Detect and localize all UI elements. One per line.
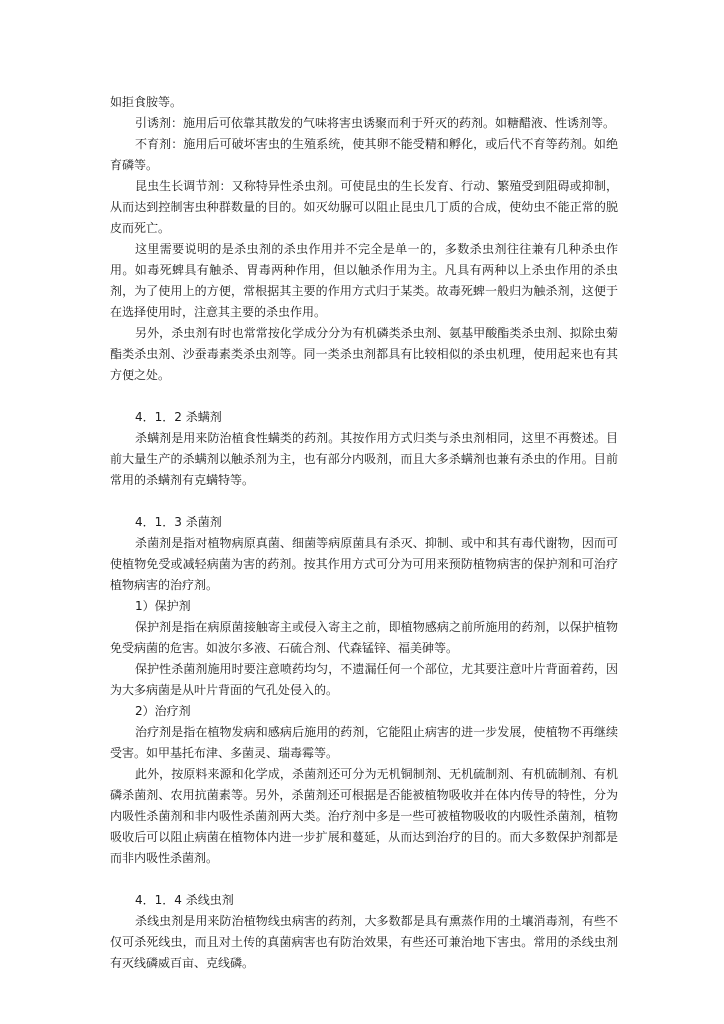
paragraph-acaricide: 杀螨剂是用来防治植食性螨类的药剂。其按作用方式归类与杀虫剂相同，这里不再赘述。目前大量生产的杀螨剂以触杀剂为主，也有部分内吸剂，而且大多杀螨剂也兼有杀虫的作用。目前常用的杀螨剂有克螨特等。 xyxy=(110,431,618,487)
section-heading-fungicide: 4．1．3 杀菌剂 xyxy=(135,515,222,529)
paragraph-multiple-actions: 这里需要说明的是杀虫剂的杀虫作用并不完全是单一的，多数杀虫剂往往兼有几种杀虫作用。如毒死蜱具有触杀、胃毒两种作用，但以触杀作用为主。凡具有两种以上杀虫作用的杀虫剂，为了使用上的方便，常根据其主要的作用方式归于某类。故毒死蜱一般归为触杀剂，这便于在选择使用时，注意其主要的杀虫作用。 xyxy=(110,242,618,319)
paragraph-fungicide: 杀菌剂是指对植物病原真菌、细菌等病原菌具有杀灭、抑制、或中和其有毒代谢物，因而可使植物免受或减轻病菌为害的药剂。按其作用方式可分为可用来预防植物病害的保护剂和可治疗植物病害的治疗剂。 xyxy=(110,536,618,592)
section-heading-acaricide: 4．1．2 杀螨剂 xyxy=(135,410,222,424)
paragraph-attractant: 引诱剂：施用后可依靠其散发的气味将害虫诱聚而利于歼灭的药剂。如糖醋液、性诱剂等。 xyxy=(135,116,616,130)
subheading-protectant: 1）保护剂 xyxy=(135,599,191,613)
paragraph-nematicide: 杀线虫剂是用来防治植物线虫病害的药剂，大多数都是具有熏蒸作用的土壤消毒剂，有些不仅可杀死线虫，而且对土传的真菌病害也有防治效果，有些还可兼治地下害虫。常用的杀线虫剂有灭线磷威百亩、克线磷。 xyxy=(110,914,618,970)
paragraph-protectant: 保护剂是指在病原菌接触寄主或侵入寄主之前，即植物感病之前所施用的药剂，以保护植物免受病菌的危害。如波尔多液、石硫合剂、代森锰锌、福美砷等。 xyxy=(110,620,618,655)
section-gap xyxy=(110,386,618,407)
section-gap xyxy=(110,491,618,512)
section-heading-nematicide: 4．1．4 杀线虫剂 xyxy=(135,893,234,907)
section-gap xyxy=(110,869,618,890)
paragraph-sterilant: 不育剂：施用后可破坏害虫的生殖系统，使其卵不能受精和孵化，或后代不育等药剂。如绝育磷等。 xyxy=(110,137,618,172)
paragraph-fungicide-classes: 此外，按原料来源和化学成，杀菌剂还可分为无机铜制剂、无机硫制剂、有机硫制剂、有机磷杀菌剂、农用抗菌素等。另外，杀菌剂还可根据是否能被植物吸收并在体内传导的特性，分为内吸性杀菌剂和非内吸性杀菌剂两大类。治疗剂中多是一些可被植物吸收的内吸性杀菌剂，植物吸收后可以阻止病菌在植物体内进一步扩展和蔓延，从而达到治疗的目的。而大多数保护剂都是而非内吸性杀菌剂。 xyxy=(110,767,618,865)
document-page xyxy=(110,92,618,974)
paragraph-therapeutant: 治疗剂是指在植物发病和感病后施用的药剂，它能阻止病害的进一步发展，使植物不再继续受害。如甲基托布津、多菌灵、瑞毒霉等。 xyxy=(110,725,618,760)
subheading-therapeutant: 2）治疗剂 xyxy=(135,704,191,718)
paragraph-chemical-classes: 另外，杀虫剂有时也常常按化学成分分为有机磷类杀虫剂、氨基甲酸酯类杀虫剂、拟除虫菊酯类杀虫剂、沙蚕毒素类杀虫剂等。同一类杀虫剂都具有比较相似的杀虫机理，使用起来也有其方便之处。 xyxy=(110,326,618,382)
paragraph-protectant-usage: 保护性杀菌剂施用时要注意喷药均匀，不遗漏任何一个部位，尤其要注意叶片背面着药，因为大多病菌是从叶片背面的气孔处侵入的。 xyxy=(110,662,618,697)
paragraph-growth-regulator: 昆虫生长调节剂：又称特异性杀虫剂。可使昆虫的生长发育、行动、繁殖受到阻碍或抑制，从而达到控制害虫种群数量的目的。如灭幼脲可以阻止昆虫几丁质的合成，使幼虫不能正常的脱皮而死亡。 xyxy=(110,179,618,235)
paragraph-continuation: 如拒食胺等。 xyxy=(110,95,183,109)
